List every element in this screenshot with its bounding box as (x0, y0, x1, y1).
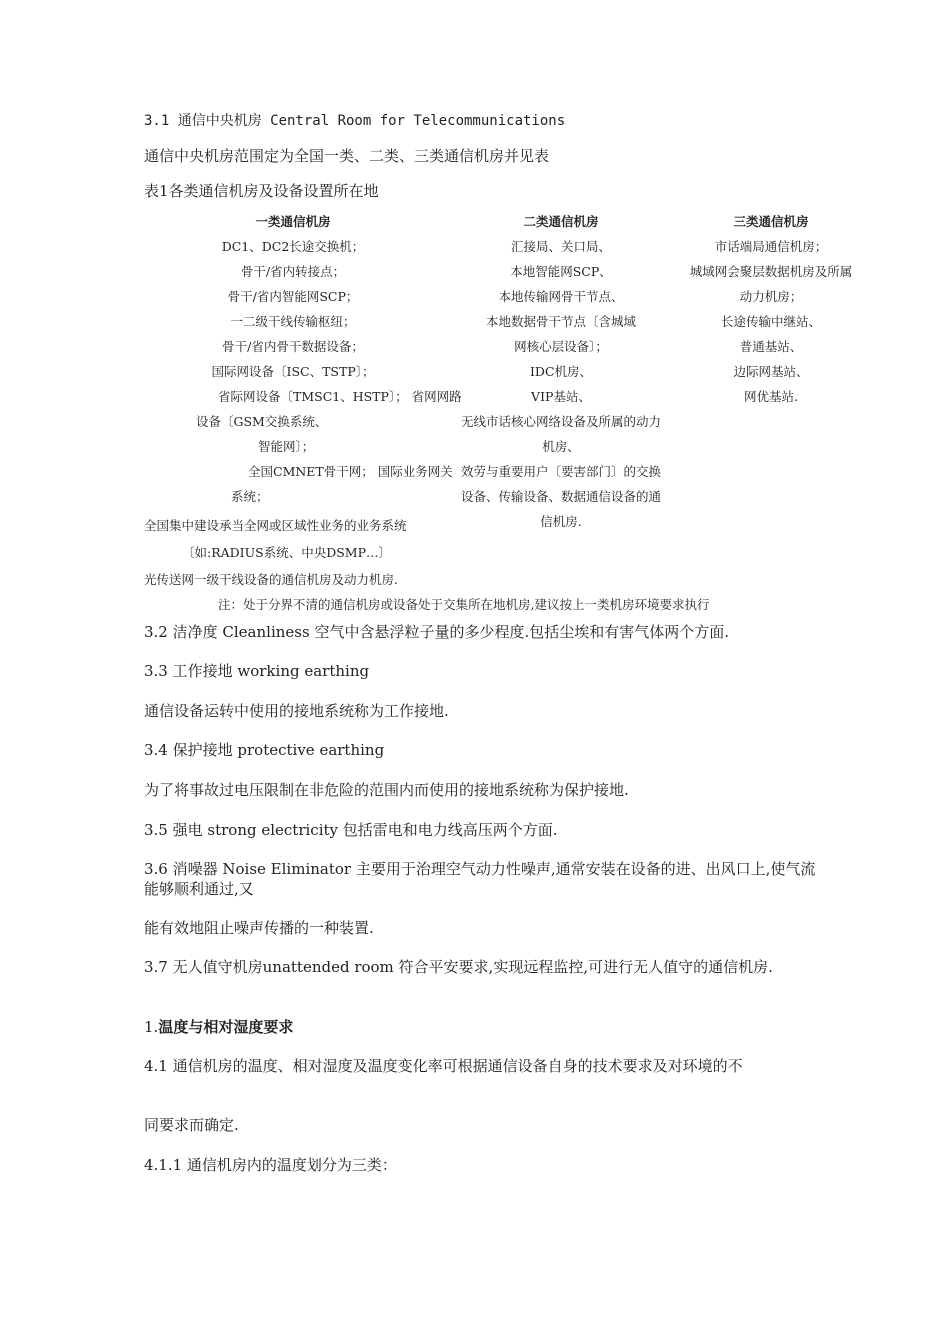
table-column-class1 (178, 209, 462, 509)
section-3-7: 3.7 无人值守机房unattended room 符合平安要求,实现远程监控,可进行无人值守的通信机房. (144, 958, 773, 976)
class1-item: 智能网〕； (258, 439, 315, 454)
class2-item: 本地传输网骨干节点、 (498, 289, 624, 304)
section-3-6-continued: 能有效地阻止噪声传播的一种装置. (144, 919, 374, 937)
class3-item: 边际网基站、 (733, 364, 809, 379)
class1-item: DC1、DC2长途交换机； (221, 239, 365, 254)
section-3-3-description: 通信设备运转中使用的接地系统称为工作接地. (144, 702, 449, 720)
class2-item: 本地智能网SCP、 (510, 264, 612, 279)
section-4-1: 4.1 通信机房的温度、相对湿度及温度变化率可根据通信设备自身的技术要求及对环境的不 (144, 1057, 743, 1075)
column-header-class3: 三类通信机房 (733, 214, 809, 229)
class2-item: 信机房. (540, 514, 582, 529)
section-3-1-heading: 3.1 通信中央机房 Central Room for Telecommunications (144, 113, 566, 129)
heading-temperature-humidity (144, 1017, 824, 1037)
class1-extra-line: 〔如:RADIUS系统、中央DSMP…〕 (182, 545, 392, 560)
class1-item: 骨干/省内转接点； (240, 264, 346, 279)
class1-extra-line: 全国集中建设承当全网或区域性业务的业务系统 (144, 518, 407, 533)
class1-item: 省际网设备〔TMSC1、HSTP〕； 省网网路 (218, 389, 462, 404)
class1-item: 骨干/省内智能网SCP； (227, 289, 359, 304)
section-3-6: 3.6 消噪器 Noise Eliminator 主要用于治理空气动力性噪声,通常安装在设备的进、出风口上,使气流能够顺利通过,又 (144, 860, 816, 898)
class1-item: 国际网设备〔ISC、TSTP〕； (211, 364, 375, 379)
heading-number: 1. (144, 1018, 159, 1036)
class3-item: 城域网会聚层数据机房及所属 (689, 264, 853, 279)
class2-item: 无线市话核心网络设备及所属的动力 (460, 414, 661, 429)
class3-item: 网优基站. (744, 389, 798, 404)
table-column-class2 (446, 209, 676, 534)
class1-item: 系统； (231, 489, 269, 504)
section-4-1-1: 4.1.1 通信机房内的温度划分为三类： (144, 1156, 397, 1174)
section-3-4-heading: 3.4 保护接地 protective earthing (144, 741, 385, 759)
section-4-1-continued: 同要求而确定. (144, 1116, 239, 1134)
table-caption: 表1各类通信机房及设备设置所在地 (144, 182, 379, 200)
class3-item: 动力机房； (739, 289, 803, 304)
section-3-1-description: 通信中央机房范围定为全国一类、二类、三类通信机房并见表 (144, 147, 550, 165)
class2-item: 效劳与重要用户〔要害部门〕的交换 (460, 464, 661, 479)
column-header-class1: 一类通信机房 (255, 214, 331, 229)
class2-item: 网核心层设备〕； (514, 339, 608, 354)
class2-item: 汇接局、关口局、 (510, 239, 611, 254)
class1-item: 全国CMNET骨干网； 国际业务网关 (248, 464, 453, 479)
class2-item: 本地数据骨干节点〔含城域 (485, 314, 636, 329)
table-note: 注：处于分界不清的通信机房或设备处于交集所在地机房,建议按上一类机房环境要求执行 (218, 597, 710, 612)
class1-extra-line: 光传送网一级干线设备的通信机房及动力机房. (144, 572, 398, 587)
class2-item: VIP基站、 (531, 389, 591, 404)
class1-item: 设备〔GSM交换系统、 (196, 414, 328, 429)
class3-item: 市话端局通信机房； (714, 239, 828, 254)
section-3-3-heading: 3.3 工作接地 working earthing (144, 662, 370, 680)
table-column-class3 (676, 209, 866, 409)
heading-text: 温度与相对湿度要求 (158, 1018, 294, 1036)
class1-item: 骨干/省内骨干数据设备； (222, 339, 364, 354)
section-3-5: 3.5 强电 strong electricity 包括雷电和电力线高压两个方面. (144, 821, 558, 839)
class1-item: 一二级干线传输枢纽； (230, 314, 356, 329)
class2-item: IDC机房、 (529, 364, 593, 379)
column-header-class2: 二类通信机房 (523, 214, 599, 229)
class3-item: 普通基站、 (739, 339, 803, 354)
class2-item: 机房、 (542, 439, 580, 454)
section-3-2: 3.2 洁净度 Cleanliness 空气中含悬浮粒子量的多少程度.包括尘埃和有害气体两个方面. (144, 623, 729, 641)
section-3-4-description: 为了将事故过电压限制在非危险的范围内而使用的接地系统称为保护接地. (144, 781, 629, 799)
class3-item: 长途传输中继站、 (720, 314, 821, 329)
class2-item: 设备、传输设备、数据通信设备的通 (460, 489, 661, 504)
